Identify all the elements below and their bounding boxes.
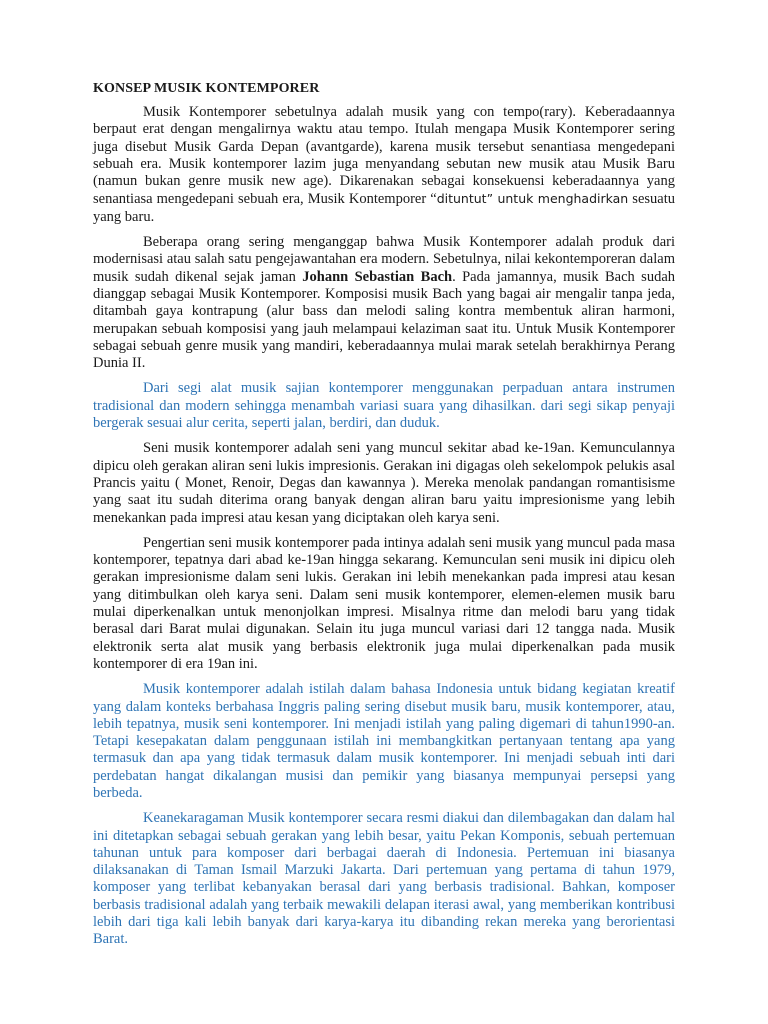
paragraph-1-quoted-text: dituntut” untuk menghadirkan — [436, 191, 629, 207]
paragraph-1-text: Musik Kontemporer sebetulnya adalah musik yang con tempo(rary). Keberadaannya berpaut erat dengan mengalirnya waktu atau tempo. Itulah mengapa Musik Kontemporer sering juga disebut Musik Garda Depan (avantgarde), karena musik tersebut senantiasa mengedepani sebuah era. Musik kontemporer lazim juga menyandang sebutan new musik atau Musik Baru (namun bukan genre musik new age). Dikarenakan sebagai konsekuensi keberadaannya yang senantiasa mengedepani sebuah era, Musik Kontemporer “ — [93, 104, 675, 208]
paragraph-5: Pengertian seni musik kontemporer pada intinya adalah seni musik yang muncul pada masa kontemporer, tepatnya dari abad ke-19an hingga sekarang. Kemunculan seni musik ini dipicu oleh gerakan impresionisme dalam seni lukis. Gerakan ini lebih menekankan pada impresi atau kesan yang ditimbulkan oleh karya seni. Dalam seni musik kontemporer, elemen-elemen musik baru mulai diperkenalkan untuk menonjolkan impresi. Misalnya ritme dan melodi baru yang tidak berasal dari Barat mulai digunakan. Selain itu juga muncul variasi dari 12 tangga nada. Musik elektronik serta alat musik yang berbasis elektronik juga mulai diperkenalkan pada musik kontemporer di era 19an ini. — [93, 534, 675, 672]
paragraph-1 — [93, 104, 675, 226]
document-title: KONSEP MUSIK KONTEMPORER — [93, 81, 320, 96]
paragraph-3: Dari segi alat musik sajian kontemporer menggunakan perpaduan antara instrumen tradisional dan modern sehingga menambah variasi suara yang dihasilkan. dari segi sikap penyaji bergerak sesuai alur cerita, seperti jalan, berdiri, dan duduk. — [93, 380, 675, 432]
paragraph-2-text: Beberapa orang sering menganggap bahwa Musik Kontemporer adalah produk dari modernisasi atau salah satu pengejawantahan era modern. Sebetulnya, nilai kekontemporeran dalam musik sudah dikenal sejak jaman — [93, 234, 675, 285]
paragraph-1-ending: sesuatu yang baru. — [93, 191, 675, 225]
paragraph-7: Keanekaragaman Musik kontemporer secara resmi diakui dan dilembagakan dan dalam hal ini ditetapkan sebagai sebuah gerakan yang lebih besar, yaitu Pekan Komponis, sebuah pertemuan tahunan untuk para komposer dari berbagai daerah di Indonesia. Pertemuan ini biasanya dilaksanakan di Taman Ismail Marzuki Jakarta. Dari pertemuan yang pertama di tahun 1979, komposer yang terlibat kebanyakan berasal dari yang berbasis tradisional. Bahkan, komposer berbasis tradisional adalah yang terbaik mewakili delapan iterasi awal, yang memberikan kontribusi lebih dari tiga kali lebih banyak dari karya-karya itu dibanding rekan mereka yang berorientasi Barat. — [93, 810, 675, 948]
paragraph-2-ending: . Pada jamannya, musik Bach sudah dianggap sebagai Musik Kontemporer. Komposisi musik Bach yang bagai air mengalir tanpa jeda, ditambah gaya kontrapung (alur bass dan melodi saling kontra membentuk aliran harmoni, merupakan sebuah komposisi yang jauh melampaui kelaziman saat itu. Untuk Musik Kontemporer sebagai sebuah genre musik yang mandiri, keberadaannya mulai marak setelah berakhirnya Perang Dunia II. — [93, 268, 676, 372]
document-page — [93, 80, 675, 957]
paragraph-4: Seni musik kontemporer adalah seni yang muncul sekitar abad ke-19an. Kemunculannya dipicu oleh gerakan aliran seni lukis impresionis. Gerakan ini digagas oleh sekelompok pelukis asal Prancis yaitu ( Monet, Renoir, Degas dan kawannya ). Mereka menolak pandangan romantisisme yang saat itu sudah diterima orang banyak dengan aliran baru yaitu impresionisme yang lebih menekankan pada impresi atau kesan yang diciptakan oleh karya seni. — [93, 440, 675, 526]
paragraph-2-bold-name: Johann Sebastian Bach — [302, 268, 453, 285]
paragraph-6: Musik kontemporer adalah istilah dalam bahasa Indonesia untuk bidang kegiatan kreatif yang dalam konteks berbahasa Inggris paling sering disebut musik baru, musik kontemporer, atau, lebih tepatnya, musik seni kontemporer. Ini menjadi istilah yang paling digemari di tahun1990-an. Tetapi kesepakatan dalam penggunaan istilah ini membangkitkan pertanyaan tentang apa yang termasuk dan apa yang tidak termasuk dalam musik kontemporer. Ini menjadi sebuah inti dari perdebatan hangat dikalangan musisi dan pemikir yang biasanya mempunyai persepsi yang berbeda. — [93, 681, 675, 801]
paragraph-2 — [93, 234, 675, 372]
